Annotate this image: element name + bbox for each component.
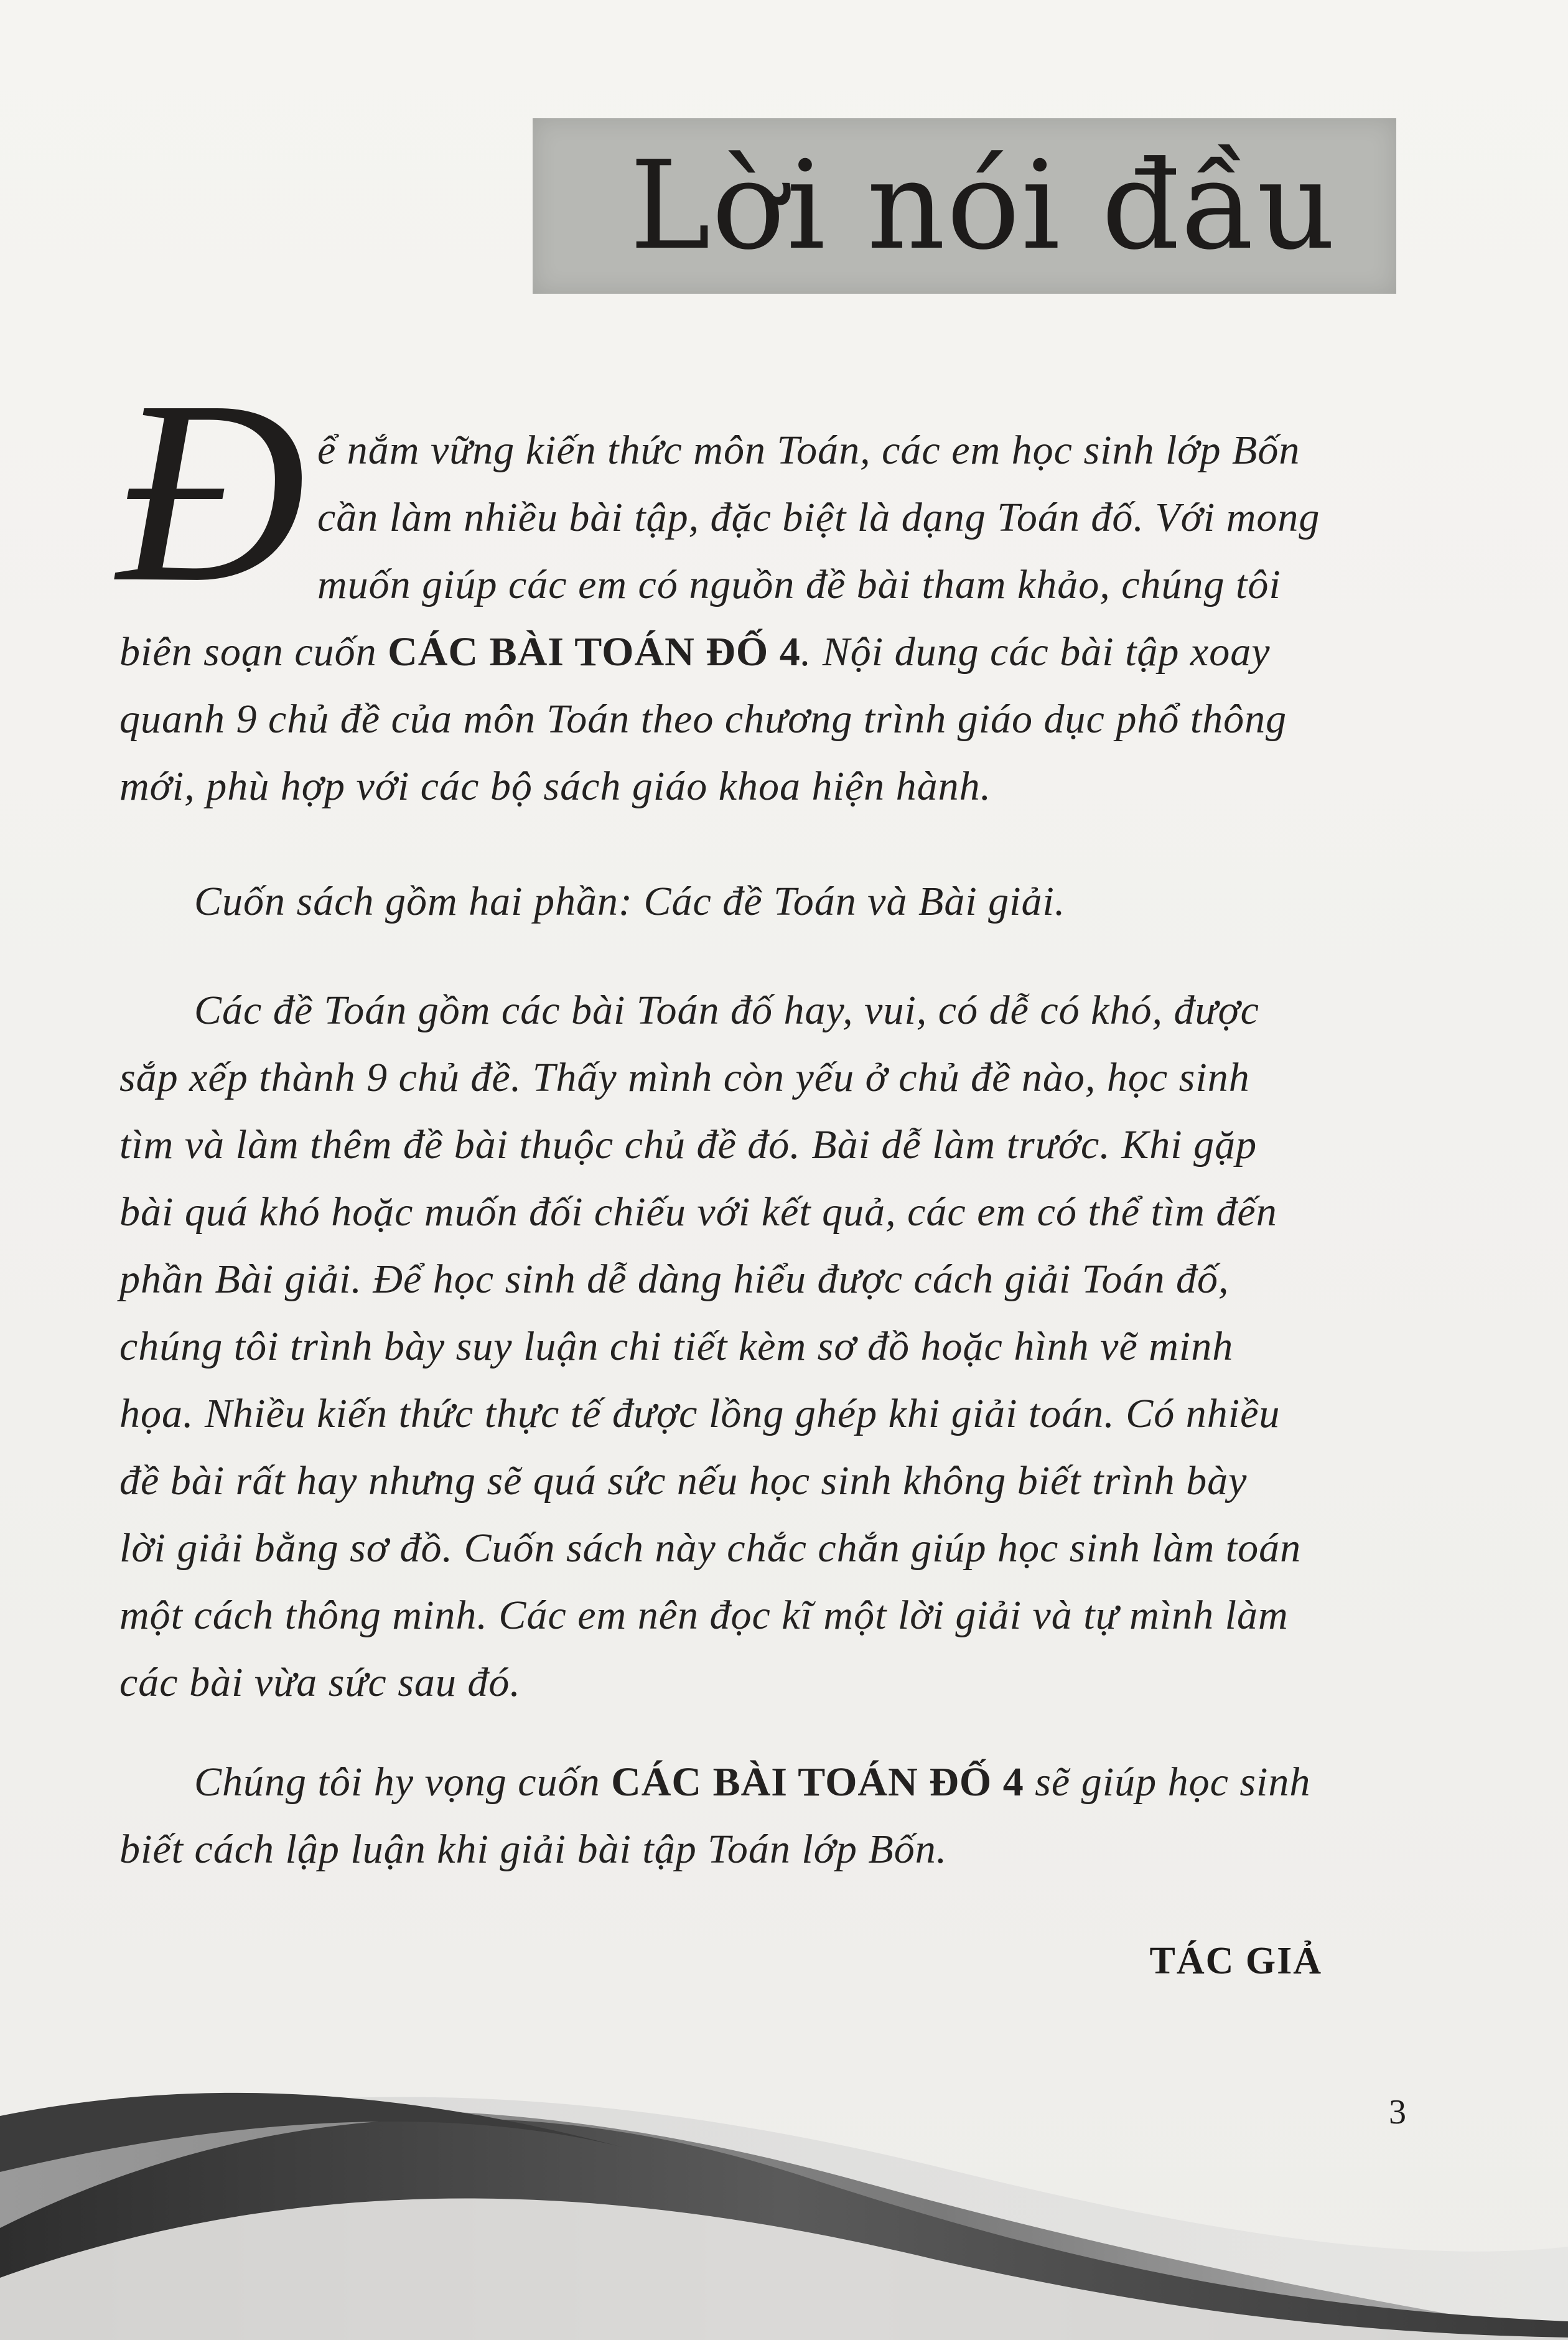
text-line: tìm và làm thêm đề bài thuộc chủ đề đó. Bài dễ làm trước. Khi gặp	[119, 1122, 1258, 1168]
decorative-wave-graphic	[0, 2041, 1568, 2340]
paragraph-structure	[119, 868, 1323, 935]
text-run: . Nội dung các bài tập xoay	[800, 629, 1271, 675]
text-line: muốn giúp các em có nguồn đề bài tham khảo, chúng tôi	[317, 562, 1281, 607]
text-line: Cuốn sách gồm hai phần: Các đề Toán và Bài giải.	[194, 879, 1066, 924]
title-band	[533, 118, 1396, 294]
text-line: các bài vừa sức sau đó.	[119, 1660, 521, 1705]
page-number: 3	[1389, 2093, 1406, 2132]
text-run: Chúng tôi hy vọng cuốn	[194, 1759, 612, 1805]
paragraph-content	[119, 977, 1323, 1716]
dropcap-letter: Đ	[117, 347, 306, 636]
text-line: bài quá khó hoặc muốn đối chiếu với kết quả, các em có thể tìm đến	[119, 1189, 1277, 1235]
text-line: phần Bài giải. Để học sinh dễ dàng hiểu được cách giải Toán đố,	[119, 1257, 1230, 1302]
text-line: một cách thông minh. Các em nên đọc kĩ một lời giải và tự mình làm	[119, 1593, 1289, 1638]
text-line: ể nắm vững kiến thức môn Toán, các em học sinh lớp Bốn	[317, 428, 1300, 473]
text-line: Các đề Toán gồm các bài Toán đố hay, vui, có dễ có khó, được	[194, 988, 1259, 1033]
text-line	[119, 619, 1323, 686]
text-line: mới, phù hợp với các bộ sách giáo khoa hiện hành.	[119, 764, 992, 809]
text-line: lời giải bằng sơ đồ. Cuốn sách này chắc chắn giúp học sinh làm toán	[119, 1525, 1302, 1571]
paragraph-closing	[119, 1749, 1323, 1883]
paragraph-intro	[119, 417, 1323, 820]
author-signature: TÁC GIẢ	[1149, 1940, 1322, 1982]
text-line: biết cách lập luận khi giải bài tập Toán lớp Bốn.	[119, 1827, 948, 1872]
text-line: họa. Nhiều kiến thức thực tế được lồng ghép khi giải toán. Có nhiều	[119, 1391, 1281, 1436]
text-run: biên soạn cuốn	[119, 629, 388, 675]
text-line: quanh 9 chủ đề của môn Toán theo chương trình giáo dục phổ thông	[119, 696, 1287, 742]
text-line: đề bài rất hay nhưng sẽ quá sức nếu học sinh không biết trình bày	[119, 1458, 1248, 1504]
text-line: cần làm nhiều bài tập, đặc biệt là dạng Toán đố. Với mong	[317, 495, 1320, 540]
book-title-bold: CÁC BÀI TOÁN ĐỐ 4	[611, 1759, 1024, 1805]
text-line: sắp xếp thành 9 chủ đề. Thấy mình còn yếu ở chủ đề nào, học sinh	[119, 1055, 1250, 1100]
text-run: sẽ giúp học sinh	[1024, 1759, 1311, 1805]
text-line: chúng tôi trình bày suy luận chi tiết kèm sơ đồ hoặc hình vẽ minh	[119, 1324, 1234, 1369]
text-line	[119, 1749, 1323, 1816]
book-title-bold: CÁC BÀI TOÁN ĐỐ 4	[388, 629, 801, 675]
page-title: Lời nói đầu	[629, 135, 1337, 277]
